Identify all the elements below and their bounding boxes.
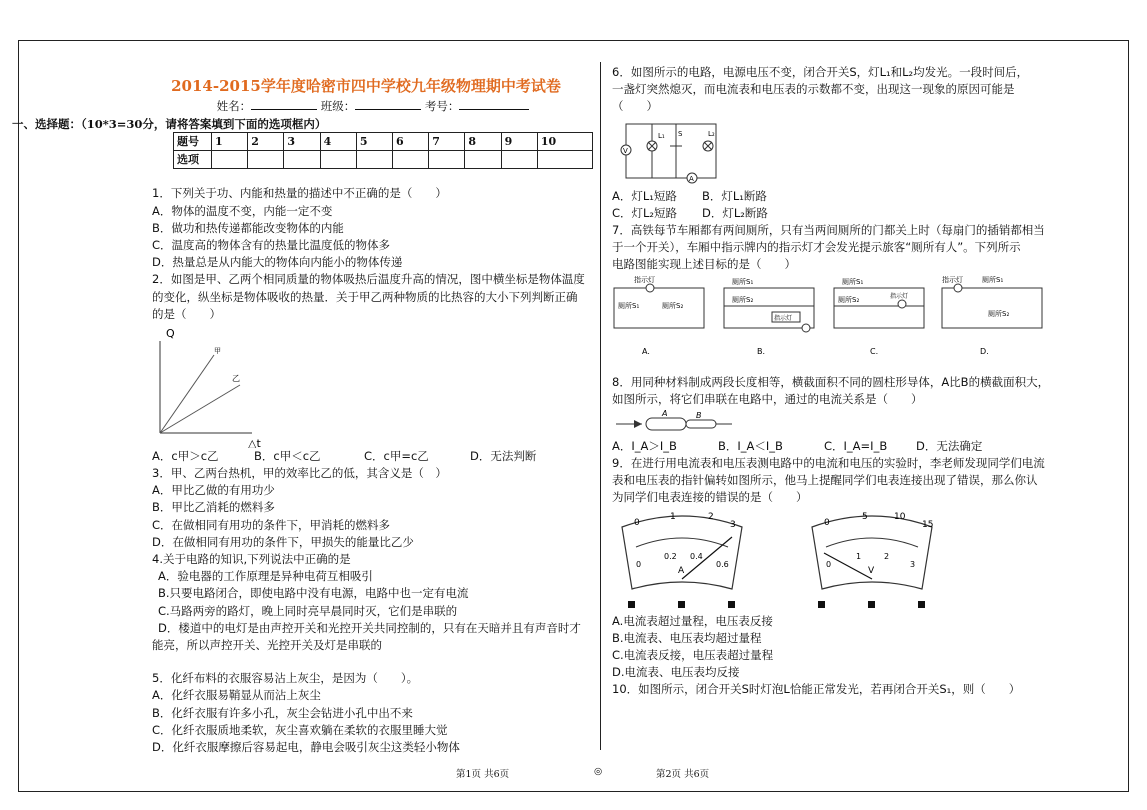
table-number: 7 — [429, 133, 465, 151]
q7-option-c: C. — [870, 346, 879, 356]
q5-option-d: D．化纤衣服摩擦后容易起电，静电会吸引灰尘这类轻小物体 — [152, 739, 460, 754]
q6-stem-line: （ ） — [612, 99, 658, 114]
table-row-label: 选项 — [174, 151, 212, 169]
q7-d-s1-label: 厕所S₁ — [982, 275, 1004, 284]
table-number: 8 — [465, 133, 501, 151]
voltmeter-lower-1: 1 — [856, 551, 862, 561]
q7-b-s2-label: 厕所S₂ — [732, 295, 754, 304]
voltmeter-unit: V — [868, 565, 875, 576]
ammeter-upper-0: 0 — [634, 517, 640, 528]
name-blank — [251, 98, 317, 110]
q2-line-yi-label: 乙 — [232, 373, 240, 383]
q1-stem: 1．下列关于功、内能和热量的描述中不正确的是（ ） — [152, 186, 447, 201]
q6-option-c: C．灯L₂短路 — [612, 205, 678, 220]
number-label: 考号： — [424, 99, 460, 113]
q2-option-c: C．c甲=c乙 — [364, 448, 429, 463]
q9-stem-line: 9．在进行用电流表和电压表测电路中的电流和电压的实验时，李老师发现同学们电流 — [612, 456, 1045, 471]
q9-option-c: C.电流表反接，电压表超过量程 — [612, 648, 774, 662]
q6-l1-label: L₁ — [658, 131, 665, 140]
q6-stem-line: 一盏灯突然熄灭，而电流表和电压表的示数都不变，出现这一现象的原因可能是 — [612, 82, 1015, 97]
q7-a-s2-label: 厕所S₂ — [662, 301, 684, 310]
q3-option-c: C．在做相同有用功的条件下，甲消耗的燃料多 — [152, 517, 391, 532]
q1-option-a: A．物体的温度不变，内能一定不变 — [152, 203, 333, 218]
q7-b-lamp-label: 指示灯 — [774, 314, 793, 322]
q2-x-axis-label: △t — [248, 436, 261, 448]
exam-title: 2014-2015学年度哈密市四中学校九年级物理期中考试卷 — [171, 77, 561, 95]
q4-stem: 4.关于电路的知识,下列说法中正确的是 — [152, 552, 351, 567]
answer-cell[interactable] — [320, 151, 356, 169]
q8-option-d: D．无法确定 — [916, 438, 983, 453]
table-header: 题号 — [174, 133, 212, 151]
q5-option-b: B．化纤衣服有许多小孔，灰尘会钻进小孔中出不来 — [152, 705, 413, 720]
answer-cell[interactable] — [465, 151, 501, 169]
q4-option-d-cont: 能亮，所以声控开关、光控开关及灯是串联的 — [152, 637, 382, 652]
footer-mark: ◎ — [594, 766, 603, 777]
table-number: 1 — [212, 133, 248, 151]
q9-meters — [612, 507, 1052, 613]
ammeter-lower-3: 0.6 — [716, 559, 729, 569]
q9-option-b: B.电流表、电压表均超过量程 — [612, 630, 762, 645]
section-heading: 一、选择题：（10*3=30分，请将答案填到下面的选项框内） — [12, 117, 327, 131]
q4-option-d: D．楼道中的电灯是由声控开关和光控开关共同控制的，只有在天暗并且有声音时才 — [158, 620, 581, 635]
q1-option-c: C．温度高的物体含有的热量比温度低的物体多 — [152, 237, 391, 252]
answer-cell[interactable] — [248, 151, 284, 169]
q4-option-b: B.只要电路闭合，即使电路中没有电源，电路中也一定有电流 — [158, 586, 469, 601]
voltmeter-upper-3: 15 — [922, 519, 934, 530]
q7-c-s1-label: 厕所S₁ — [842, 277, 864, 286]
voltmeter-lower-3: 3 — [910, 559, 916, 569]
ammeter-upper-1: 1 — [670, 511, 676, 522]
q2-stem-line: 的是（ ） — [152, 306, 221, 321]
q7-a-s1-label: 厕所S₁ — [618, 301, 640, 310]
q3-option-a: A．甲比乙做的有用功少 — [152, 483, 275, 498]
q6-option-b: B．灯L₁断路 — [702, 188, 767, 203]
answer-cell[interactable] — [393, 151, 429, 169]
q6-options-row1 — [612, 188, 1052, 205]
answer-cell[interactable] — [356, 151, 392, 169]
class-label: 班级： — [320, 99, 356, 113]
q7-stem-line: 电路图能实现上述目标的是（ ） — [612, 257, 796, 272]
ammeter-upper-2: 2 — [708, 511, 714, 522]
q9-stem-line: 表和电压表的指针偏转如图所示，他马上提醒同学们电表连接出现了错误，那么你认 — [612, 473, 1038, 488]
q6-circuit-diagram — [612, 116, 1052, 188]
q5-option-c: C．化纤衣服质地柔软，灰尘喜欢躺在柔软的衣服里睡大觉 — [152, 722, 448, 737]
table-number: 10 — [537, 133, 592, 151]
q7-a-lamp-label: 指示灯 — [634, 275, 655, 284]
q1-option-d: D．热量总是从内能大的物体向内能小的物体传递 — [152, 255, 403, 270]
answer-cell[interactable] — [501, 151, 537, 169]
table-number: 5 — [356, 133, 392, 151]
answer-cell[interactable] — [537, 151, 592, 169]
q6-stem-line: 6．如图所示的电路，电源电压不变，闭合开关S，灯L₁和L₂均发光。一段时间后， — [612, 65, 1029, 79]
q2-option-a: A．c甲＞c乙 — [152, 448, 219, 463]
q7-d-lamp-label: 指示灯 — [942, 275, 963, 284]
ammeter-lower-0: 0 — [636, 559, 642, 569]
q8-label-b: B — [696, 410, 702, 420]
name-label: 姓名： — [216, 99, 252, 113]
voltmeter-upper-1: 5 — [862, 511, 868, 522]
q7-c-lamp-label: 指示灯 — [890, 292, 909, 300]
q2-y-axis-label: Q — [166, 326, 175, 340]
q2-options — [152, 448, 594, 465]
q2-stem-line: 2．如图是甲、乙两个相同质量的物体吸热后温度升高的情况，图中横坐标是物体温度 — [152, 272, 585, 287]
ammeter-upper-3: 3 — [730, 519, 736, 530]
q4-option-c: C.马路两旁的路灯，晚上同时亮早晨同时灭，它们是串联的 — [158, 603, 458, 618]
footer-right: 第2页 共6页 — [656, 769, 710, 780]
ammeter-lower-1: 0.2 — [664, 551, 677, 561]
q6-ammeter-label: A — [689, 174, 694, 183]
q7-stem-line: 7．高铁每节车厢都有两间厕所，只有当两间厕所的门都关上时（每扇门的插销都相当 — [612, 222, 1045, 237]
left-column — [12, 74, 594, 756]
q2-option-d: D．无法判断 — [470, 448, 537, 463]
column-divider — [600, 62, 601, 750]
q6-l2-label: L₂ — [708, 129, 715, 138]
voltmeter-upper-0: 0 — [824, 517, 830, 528]
q2-line-jia-label: 甲 — [214, 346, 221, 355]
q8-option-c: C．I_A=I_B — [824, 438, 888, 453]
q7-option-d: D. — [980, 346, 989, 356]
q5-stem: 5．化纤布料的衣服容易沾上灰尘，是因为（ ）。 — [152, 671, 419, 686]
number-blank — [459, 98, 529, 110]
q4-option-a: A．验电器的工作原理是异种电荷互相吸引 — [158, 569, 373, 584]
q8-stem-line: 如图所示，将它们串联在电路中，通过的电流关系是（ ） — [612, 391, 923, 406]
q6-option-a: A．灯L₁短路 — [612, 188, 677, 203]
student-info — [152, 98, 594, 116]
voltmeter-lower-0: 0 — [826, 559, 832, 569]
q5-option-a: A．化纤衣服易鞘显从而沾上灰尘 — [152, 688, 321, 703]
q8-label-a: A — [662, 408, 668, 418]
answer-cell[interactable] — [212, 151, 248, 169]
q8-options — [612, 438, 1052, 455]
answer-table — [173, 132, 593, 169]
q6-voltmeter-label: V — [623, 146, 628, 155]
table-number: 6 — [393, 133, 429, 151]
table-number: 9 — [501, 133, 537, 151]
q7-b-s1-label: 厕所S₁ — [732, 277, 754, 286]
q7-option-b: B. — [757, 346, 766, 356]
q8-option-a: A．I_A＞I_B — [612, 438, 677, 453]
footer-left: 第1页 共6页 — [456, 769, 510, 780]
class-blank — [355, 98, 421, 110]
table-number: 3 — [284, 133, 320, 151]
answer-cell[interactable] — [429, 151, 465, 169]
q6-option-d: D．灯L₂断路 — [702, 205, 768, 220]
q3-option-b: B．甲比乙消耗的燃料多 — [152, 500, 275, 515]
q2-graph — [152, 323, 592, 448]
q8-option-b: B．I_A＜I_B — [718, 438, 783, 453]
q2-stem-line: 的变化，纵坐标是物体吸收的热量．关于甲乙两种物质的比热容的大小下列判断正确 — [152, 289, 578, 304]
ammeter-unit: A — [678, 565, 685, 576]
ammeter-lower-2: 0.4 — [690, 551, 703, 561]
table-number: 4 — [320, 133, 356, 151]
answer-cell[interactable] — [284, 151, 320, 169]
q3-stem: 3．甲、乙两台热机，甲的效率比乙的低，其含义是（ ） — [152, 466, 447, 481]
q7-stem-line: 于一个开关），车厢中指示牌内的指示灯才会发光提示旅客“厕所有人”。下列所示 — [612, 240, 1021, 255]
q8-stem-line: 8．用同种材料制成两段长度相等，横截面积不同的圆柱形导体，A比B的横截面积大， — [612, 374, 1050, 389]
q8-conductor-figure — [612, 408, 1052, 438]
q3-option-d: D．在做相同有用功的条件下，甲损失的能量比乙少 — [152, 534, 414, 549]
right-column — [612, 64, 1052, 699]
q6-options-row2 — [612, 205, 1052, 222]
q2-option-b: B．c甲＜c乙 — [254, 448, 321, 463]
q7-d-s2-label: 厕所S₂ — [988, 309, 1010, 318]
voltmeter-upper-2: 10 — [894, 511, 906, 522]
q1-option-b: B．做功和热传递都能改变物体的内能 — [152, 220, 344, 235]
q9-option-a: A.电流表超过量程，电压表反接 — [612, 613, 773, 628]
q7-option-a: A. — [642, 346, 650, 356]
q7-circuit-options — [612, 274, 1052, 360]
q9-stem-line: 为同学们电表连接的错误的是（ ） — [612, 490, 808, 505]
voltmeter-lower-2: 2 — [884, 551, 890, 561]
q10-stem: 10．如图所示，闭合开关S时灯泡L恰能正常发光，若再闭合开关S₁，则（ ） — [612, 682, 1021, 697]
q6-switch-label: S — [678, 129, 683, 138]
q9-option-d: D.电流表、电压表均反接 — [612, 665, 740, 680]
q7-c-s2-label: 厕所S₂ — [838, 295, 860, 304]
table-number: 2 — [248, 133, 284, 151]
